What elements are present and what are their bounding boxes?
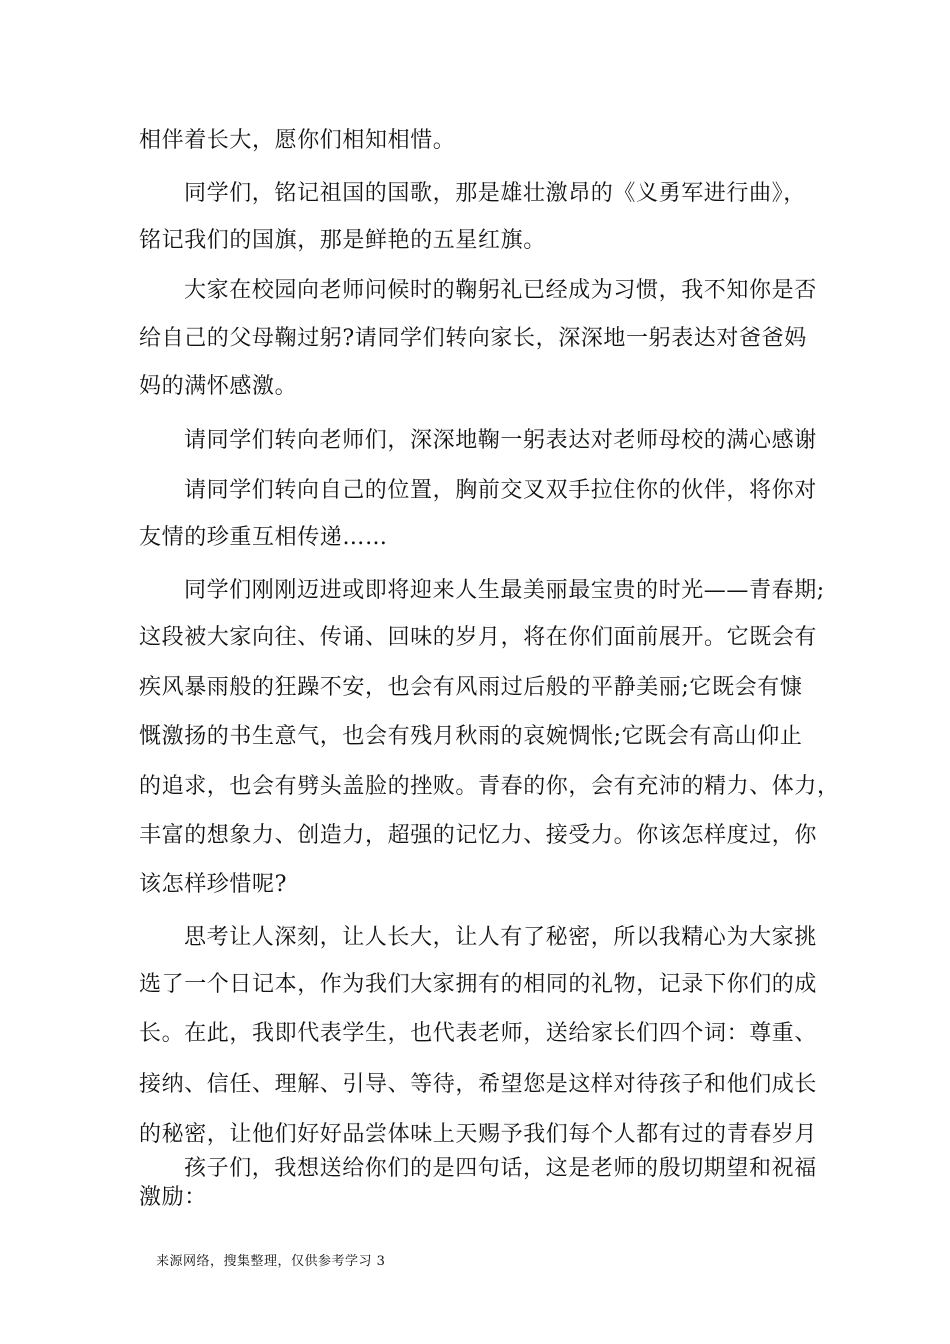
text-line-20: 接纳、信任、理解、引导、等待，希望您是这样对待孩子和他们成长 <box>139 1072 818 1097</box>
page-footer: 来源网络，搜集整理，仅供参考学习 3 <box>156 1254 386 1269</box>
text-line-3: 铭记我们的国旗，那是鲜艳的五星红旗。 <box>139 228 546 253</box>
text-line-19: 长。在此，我即代表学生，也代表老师，送给家长们四个词：尊重、 <box>139 1021 818 1046</box>
text-line-9: 友情的珍重互相传递…… <box>139 525 388 550</box>
text-line-15: 丰富的想象力、创造力，超强的记忆力、接受力。你该怎样度过，你 <box>139 823 818 848</box>
text-line-8: 请同学们转向自己的位置，胸前交叉双手拉住你的伙伴，将你对 <box>184 478 817 503</box>
text-line-11: 这段被大家向往、传诵、回味的岁月，将在你们面前展开。它既会有 <box>139 625 818 650</box>
text-line-18: 选了一个日记本，作为我们大家拥有的相同的礼物，记录下你们的成 <box>139 972 818 997</box>
text-line-21: 的秘密，让他们好好品尝体味上天赐予我们每个人都有过的青春岁月 <box>139 1122 818 1147</box>
text-line-2: 同学们，铭记祖国的国歌，那是雄壮激昂的《义勇军进行曲》， <box>184 181 806 206</box>
text-line-16: 该怎样珍惜呢? <box>139 872 287 897</box>
text-line-4: 大家在校园向老师问候时的鞠躬礼已经成为习惯，我不知你是否 <box>184 278 817 303</box>
text-line-1: 相伴着长大，愿你们相知相惜。 <box>139 128 456 153</box>
text-line-10: 同学们刚刚迈进或即将迎来人生最美丽最宝贵的时光——青春期; <box>184 578 825 603</box>
text-line-6: 妈的满怀感激。 <box>139 374 298 399</box>
text-line-23: 激励： <box>139 1185 207 1210</box>
text-line-12: 疾风暴雨般的狂躁不安，也会有风雨过后般的平静美丽;它既会有慷 <box>139 675 803 700</box>
text-line-13: 慨激扬的书生意气，也会有残月秋雨的哀婉惆怅;它既会有高山仰止 <box>139 724 803 749</box>
text-line-5: 给自己的父母鞠过躬?请同学们转向家长，深深地一躬表达对爸爸妈 <box>139 326 807 351</box>
text-line-22: 孩子们，我想送给你们的是四句话，这是老师的殷切期望和祝福 <box>184 1156 817 1181</box>
text-line-7: 请同学们转向老师们，深深地鞠一躬表达对老师母校的满心感谢 <box>184 428 817 453</box>
text-line-17: 思考让人深刻，让人长大，让人有了秘密，所以我精心为大家挑 <box>184 925 817 950</box>
text-line-14: 的追求，也会有劈头盖脸的挫败。青春的你，会有充沛的精力、体力， <box>139 774 840 799</box>
